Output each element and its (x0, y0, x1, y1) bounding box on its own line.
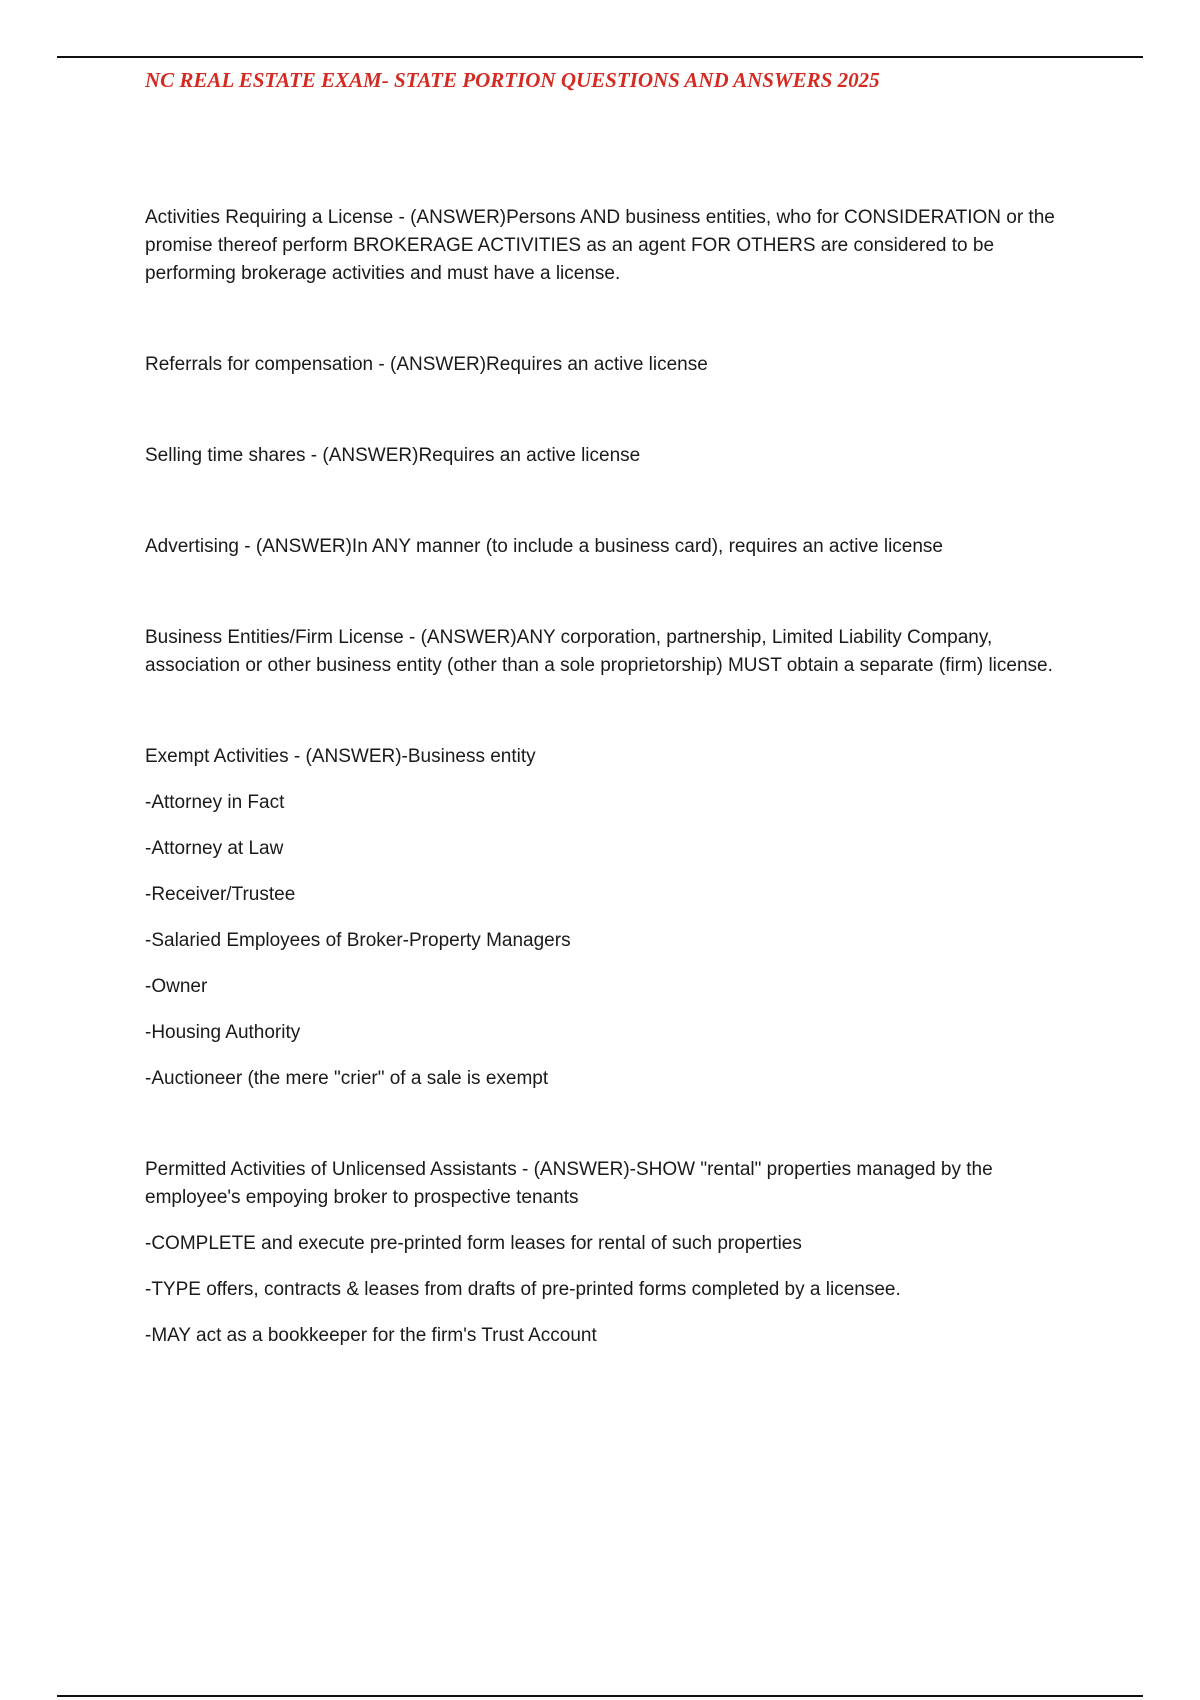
qa-item (145, 624, 1090, 680)
qa-item (145, 743, 1090, 1093)
qa-item (145, 1156, 1090, 1350)
qa-item (145, 351, 1090, 379)
qa-text: Selling time shares - (ANSWER)Requires an active license (145, 445, 641, 466)
qa-item (145, 442, 1090, 470)
qa-list-line: -Housing Authority (145, 1022, 301, 1043)
qa-text: Advertising - (ANSWER)In ANY manner (to include a business card), requires an active license (145, 536, 943, 557)
qa-list-line: -MAY act as a bookkeeper for the firm's Trust Account (145, 1325, 597, 1346)
qa-text: Exempt Activities - (ANSWER)-Business entity (145, 746, 536, 767)
qa-list-line: -Attorney at Law (145, 838, 284, 859)
qa-text: Permitted Activities of Unlicensed Assistants - (ANSWER)-SHOW "rental" properties managed by the employee's empoying broker to prospective tenants (145, 1159, 993, 1208)
qa-list-line: -TYPE offers, contracts & leases from drafts of pre-printed forms completed by a licensee. (145, 1279, 901, 1300)
qa-list-line: -Attorney in Fact (145, 792, 285, 813)
qa-list-line: -Receiver/Trustee (145, 884, 296, 905)
qa-list-line: -Auctioneer (the mere "crier" of a sale is exempt (145, 1068, 549, 1089)
qa-text: Referrals for compensation - (ANSWER)Requires an active license (145, 354, 708, 375)
bottom-rule (57, 1695, 1143, 1697)
qa-text: Activities Requiring a License - (ANSWER)Persons AND business entities, who for CONSIDERATION or the promise thereof perform BROKERAGE ACTIVITIES as an agent FOR OTHERS are considered to be performing brokerage activities and must have a license. (145, 207, 1055, 284)
qa-list-line: -Salaried Employees of Broker-Property Managers (145, 930, 571, 951)
qa-text: Business Entities/Firm License - (ANSWER)ANY corporation, partnership, Limited Liability Company, association or other business entity (other than a sole proprietorship) MUST obtain a separate (firm) license. (145, 627, 1053, 676)
document-title: NC REAL ESTATE EXAM- STATE PORTION QUESTIONS AND ANSWERS 2025 (145, 68, 880, 92)
top-rule (57, 56, 1143, 58)
qa-list-line: -Owner (145, 976, 208, 997)
qa-list-line: -COMPLETE and execute pre-printed form leases for rental of such properties (145, 1233, 802, 1254)
qa-list (145, 204, 1090, 1413)
qa-item (145, 204, 1090, 288)
qa-item (145, 533, 1090, 561)
